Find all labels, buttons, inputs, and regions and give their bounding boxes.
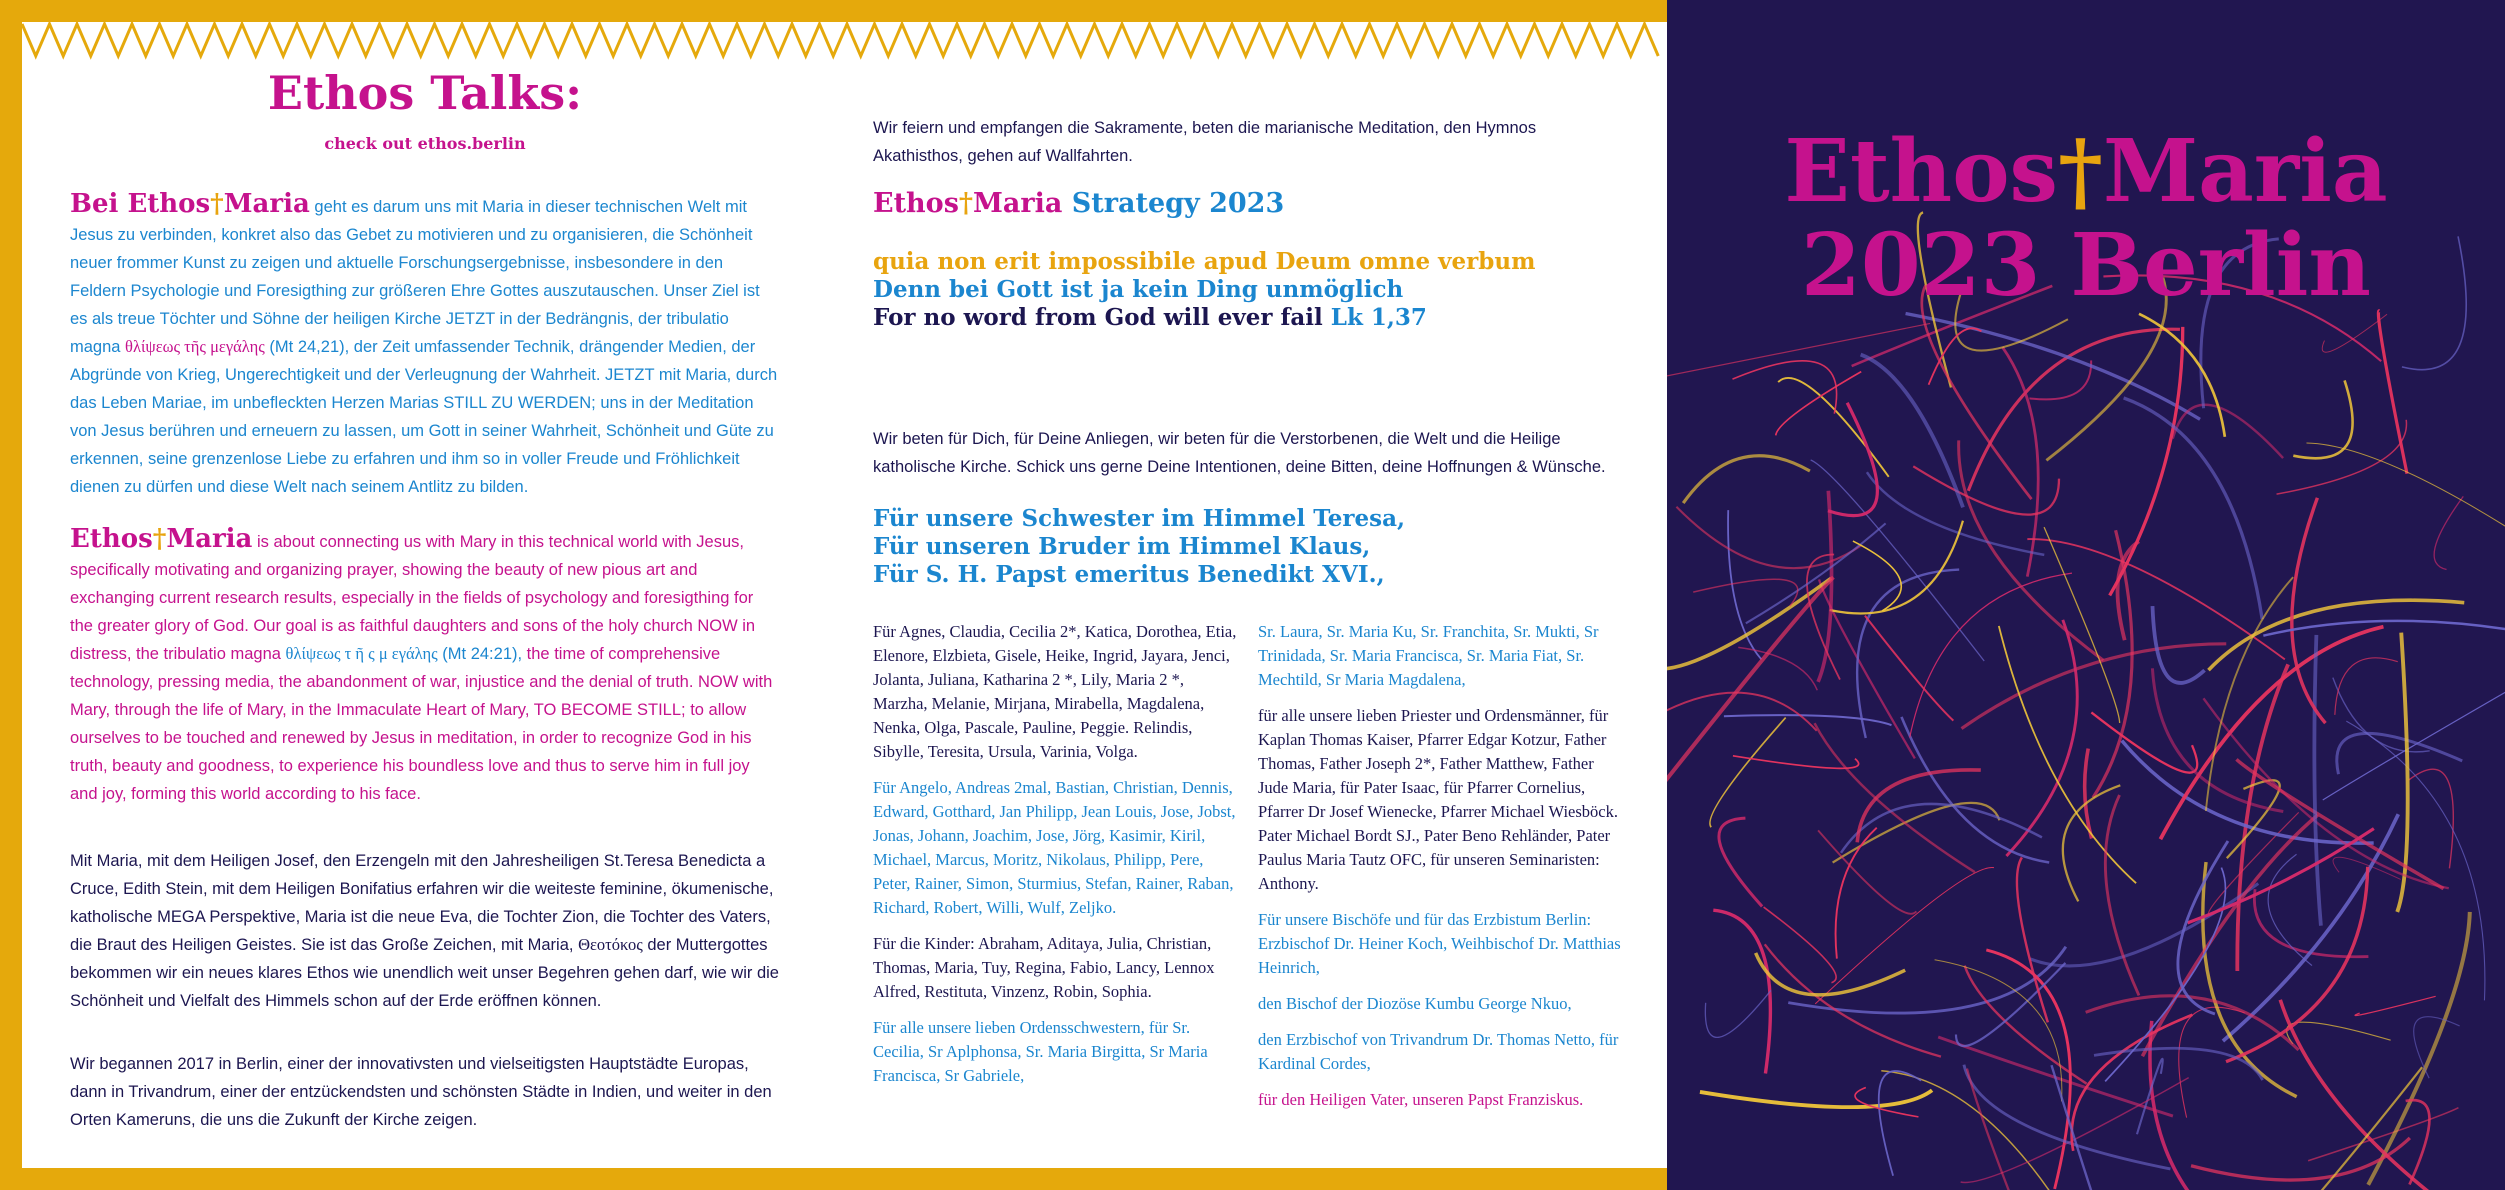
art-stroke xyxy=(1815,723,1975,872)
sacraments-text: Wir feiern und empfangen die Sakramente, beten die marianische Meditation, den Hymnos Akathisthos, gehen auf Wallfahrten. xyxy=(873,119,1537,165)
names-pope: für den Heiligen Vater, unseren Papst Franziskus. xyxy=(1258,1090,1584,1109)
bible-quote xyxy=(873,248,1535,332)
quote-german: Denn bei Gott ist ja kein Ding unmöglich xyxy=(873,276,1404,303)
art-stroke xyxy=(2226,867,2368,1062)
art-stroke xyxy=(1738,647,1817,690)
art-stroke xyxy=(2355,996,2436,1015)
art-stroke xyxy=(2142,815,2317,1056)
names-column-1 xyxy=(873,620,1238,1100)
art-stroke xyxy=(1764,907,1837,983)
art-stroke xyxy=(1710,718,1786,828)
lead-ethos-de: Bei Ethos xyxy=(70,189,211,219)
art-stroke xyxy=(1865,616,1953,721)
intro-german xyxy=(70,190,780,501)
lead-ethos-en: Ethos xyxy=(70,524,153,554)
art-stroke xyxy=(1935,960,2062,1102)
intro-english-ref: (Mt 24:21), xyxy=(442,645,523,663)
art-stroke xyxy=(1705,990,1771,1037)
art-stroke xyxy=(2335,658,2398,715)
art-stroke xyxy=(2208,600,2464,670)
intro-english-greek: θλίψεως τ ῆ ς μ εγάλης xyxy=(285,644,438,663)
names-women: Für Agnes, Claudia, Cecilia 2*, Katica, Dorothea, Etia, Elenore, Elzbieta, Gisele, Heike, Ingrid, Jayara, Jenci, Jolanta, Juliana, Katharina 2 *, Lily, Maria 2 *, Marzha, Melanie, Mirjana, Mirabella, Magdalena, Nenka, Olga, Pascale, Pauline, Peggie. Relindis, Sibylle, Teresita, Ursula, Varinia, Volga. xyxy=(873,622,1237,761)
prayer-intentions-text: Wir beten für Dich, für Deine Anliegen, wir beten für die Verstorbenen, die Welt und die Heilige katholische Kirche. Schick uns gerne Deine Intentionen, deine Bitten, deine Hoffnungen & Wünsche. xyxy=(873,430,1606,476)
art-stroke xyxy=(2397,633,2407,912)
art-stroke xyxy=(2314,635,2321,926)
art-stroke xyxy=(1719,818,1762,906)
art-stroke xyxy=(1732,361,1836,414)
art-stroke xyxy=(1853,541,1901,611)
intro-german-text1: geht es darum uns mit Maria in dieser technischen Welt mit Jesus zu verbinden, konkret also das Gebet zu motivieren und zu organisieren, die Schönheit neuer frommer Kunst zu zeigen und aktuelle Forschungsergebnisse, insbesondere in den Feldern Psychologie und Foresigthing zur größeren Ehre Gottes auszutauschen. Unser Ziel ist es als treue Töchter und Söhne der heiligen Kirche JETZT in der Bedrängnis, der tribulatio magna xyxy=(70,198,760,356)
art-stroke xyxy=(2179,1007,2245,1117)
names-trivandrum: den Erzbischof von Trivandrum Dr. Thomas Netto, für Kardinal Cordes, xyxy=(1258,1030,1619,1073)
names-priests: für alle unsere lieben Priester und Ordensmänner, für Kaplan Thomas Kaiser, Pfarrer Edgar Kotzur, Father Thomas, Father Joseph 2*, Father Matthew, Father Jude Maria, für Pater Isaac, für Pfarrer Cornelius, Pfarrer Dr Josef Wienecke, Pfarrer Michael Wiesböck. Pater Michael Bordt SJ., Pater Beno Rehländer, Pater Paulus Maria Tautz OFC, für unseren Seminaristen: Anthony. xyxy=(1258,706,1618,893)
intro-german-text2: der Zeit umfassender Technik, drängender Medien, der Abgründe von Krieg, Ungerechtigkeit und der Verleugnung der Wahrheit. JETZT mit Maria, durch das Leben Mariae, im unbefleckten Herzen Marias STILL ZU WERDEN; uns in der Meditation von Jesus berühren und erneuern zu lassen, um Gott in seiner Wahrheit, Schönheit und Güte zu erkennen, seine grenzenlose Liebe zu erfahren und ihm so in voller Freude und Fröhlichkeit dienen zu dürfen und diese Welt nach seinem Antlitz zu bilden. xyxy=(70,338,778,496)
art-stroke xyxy=(2378,311,2407,474)
art-stroke xyxy=(2006,620,2077,856)
cross-icon: † xyxy=(210,189,224,219)
art-stroke xyxy=(1901,717,2049,863)
theotokos: Θεοτόκος xyxy=(578,935,643,954)
prayer-line-1: Für unsere Schwester im Himmel Teresa, xyxy=(873,505,1405,532)
intro-german-greek: θλίψεως τῆς μεγάλης xyxy=(125,337,265,356)
cross-icon: † xyxy=(152,524,167,554)
art-stroke xyxy=(2063,785,2120,901)
art-stroke xyxy=(1746,523,1886,623)
cover-year-city: 2023 Berlin xyxy=(1801,215,2371,316)
body-para1-text: Mit Maria, mit dem Heiligen Josef, den Erzengeln mit den Jahresheiligen St.Teresa Benedicta a Cruce, Edith Stein, mit dem Heiligen Bonifatius erfahren wir die weiteste feminine, ökumenische, katholische MEGA Perspektive, Maria ist die neue Eva, die Tochter Zion, die Tochter des Vaters, die Braut des Heiligen Geistes. Sie ist das Große Zeichen, mit Maria, xyxy=(70,852,774,954)
body-paragraph-2: Wir begannen 2017 in Berlin, einer der innovativsten und vielseitigsten Hauptstädte Europas, dann in Trivandrum, einer der entzückendsten und schönsten Städte in Indien, und weiter in den Orten Kameruns, die uns die Zukunft der Kirche zeigen. xyxy=(70,1055,772,1129)
art-stroke xyxy=(2002,347,2038,577)
art-stroke xyxy=(2206,577,2293,811)
intro-german-ref: (Mt 24,21), xyxy=(269,338,350,356)
cross-icon: † xyxy=(958,188,974,219)
lead-maria-de: Maria xyxy=(223,189,310,219)
art-stroke xyxy=(1881,1071,2086,1190)
cover-cross-icon: † xyxy=(2057,121,2103,222)
art-stroke xyxy=(2160,627,2383,839)
art-stroke xyxy=(1765,944,1941,1056)
strategy-maria: Maria xyxy=(973,188,1063,219)
art-stroke xyxy=(2333,678,2430,752)
art-stroke xyxy=(2368,912,2470,1185)
art-stroke xyxy=(1676,507,1861,568)
art-stroke xyxy=(1667,323,1930,379)
intro-english xyxy=(70,525,780,808)
art-stroke xyxy=(1667,578,1831,669)
quote-latin: quia non erit impossibile apud Deum omne verbum xyxy=(873,248,1536,275)
cover-ethos: Ethos xyxy=(1784,121,2058,222)
strategy-year: Strategy 2023 xyxy=(1071,188,1285,219)
art-stroke xyxy=(2150,1021,2295,1190)
art-stroke xyxy=(1683,456,1810,503)
art-stroke xyxy=(2093,530,2132,797)
art-stroke xyxy=(2236,759,2443,888)
names-column-2 xyxy=(1258,620,1628,1124)
names-kumbu: den Bischof der Diozöse Kumbu George Nkuo, xyxy=(1258,994,1572,1013)
strategy-title xyxy=(873,188,1284,219)
art-stroke xyxy=(2124,398,2263,619)
art-stroke xyxy=(1667,577,1833,782)
names-sisters-2: Sr. Laura, Sr. Maria Ku, Sr. Franchita, Sr. Mukti, Sr Trinidada, Sr. Maria Francisca, Sr. Maria Fiat, Sr. Mechtild, Sr Maria Magdalena, xyxy=(1258,622,1599,689)
art-stroke xyxy=(1700,1090,1932,1107)
quote-ref: Lk 1,37 xyxy=(1330,304,1427,331)
prayer-line-2: Für unseren Bruder im Himmel Klaus, xyxy=(873,533,1371,560)
cover-title xyxy=(1667,121,2505,316)
names-sisters: Für alle unsere lieben Ordensschwestern, für Sr. Cecilia, Sr Aplphonsa, Sr. Maria Birgitta, Sr Maria Francisca, Sr Gabriele, xyxy=(873,1018,1208,1085)
strategy-ethos: Ethos xyxy=(873,188,959,219)
art-stroke xyxy=(1713,910,1770,1073)
body-paragraph-1 xyxy=(70,847,780,1015)
art-stroke xyxy=(2287,1022,2391,1044)
art-stroke xyxy=(2406,1100,2430,1184)
lead-maria-en: Maria xyxy=(166,524,253,554)
intro-english-text2: the time of comprehensive technology, pressing media, the abandonment of war, injustice and the denial of truth. NOW with Mary, through the life of Mary, in the Immaculate Heart of Mary, TO BECOME STILL; to allow ourselves to be touched and renewed by Jesus in meditation, in order to recognize God in his truth, beauty and goodness, to experience his boundless love and thus to serve him in full joy and joy, forming this world according to his face. xyxy=(70,645,773,803)
zigzag-border xyxy=(22,22,1667,62)
quote-english: For no word from God will ever fail xyxy=(873,304,1323,331)
art-stroke xyxy=(1724,715,1892,725)
prayers-for-deceased xyxy=(873,505,1405,589)
art-stroke xyxy=(1667,693,1817,731)
intro-english-text1: is about connecting us with Mary in this technical world with Jesus, specifically motivating and organizing prayer, showing the beauty of new pious art and exchanging current research results, especially in the fields of psychology and foresigthing for the greater glory of God. Our goal is as faithful daughters and sons of the holy church NOW in distress, the tribulatio magna xyxy=(70,533,756,663)
zigzag-line xyxy=(22,24,1658,56)
art-stroke xyxy=(2293,380,2352,458)
art-stroke xyxy=(1857,570,1959,738)
names-bishops: Für unsere Bischöfe und für das Erzbistum Berlin: Erzbischof Dr. Heiner Koch, Weihbischof Dr. Matthias Heinrich, xyxy=(1258,910,1621,977)
art-stroke xyxy=(1879,1071,1921,1176)
art-stroke xyxy=(2227,780,2280,858)
art-stroke xyxy=(2072,1015,2193,1151)
art-stroke xyxy=(1841,804,2042,853)
prayer-line-3: Für S. H. Papst emeritus Benedikt XVI., xyxy=(873,561,1385,588)
talks-subtitle: check out ethos.berlin xyxy=(324,134,526,153)
names-men: Für Angelo, Andreas 2mal, Bastian, Christian, Dennis, Edward, Gotthard, Jan Philipp, Jean Louis, Jose, Jobst, Jonas, Johann, Joachim, Jose, Jörg, Kasimir, Kiril, Michael, Marcus, Moritz, Nikolaus, Philipp, Pere, Peter, Rainer, Simon, Sturmius, Stefan, Rainer, Raban, Richard, Robert, Willi, Wulf, Zeljko. xyxy=(873,778,1236,917)
cover-maria: Maria xyxy=(2102,121,2388,222)
art-stroke xyxy=(2263,621,2505,640)
art-stroke xyxy=(1961,644,2226,729)
names-children: Für die Kinder: Abraham, Aditaya, Julia, Christian, Thomas, Maria, Tuy, Regina, Fabio, Lancy, Lennox Alfred, Restituta, Vinzenz, Robin, Sophia. xyxy=(873,934,1215,1001)
art-stroke xyxy=(2105,795,2139,995)
body-para1b-text: der Muttergottes bekommen wir ein neues klares Ethos wie unendlich weit unser Begehren gehen darf, wie wir die Schönheit und Vielfalt des Himmels schon auf der Erde eröffnen können. xyxy=(70,936,779,1010)
art-stroke xyxy=(2434,496,2463,569)
talks-title: Ethos Talks: xyxy=(267,66,583,120)
